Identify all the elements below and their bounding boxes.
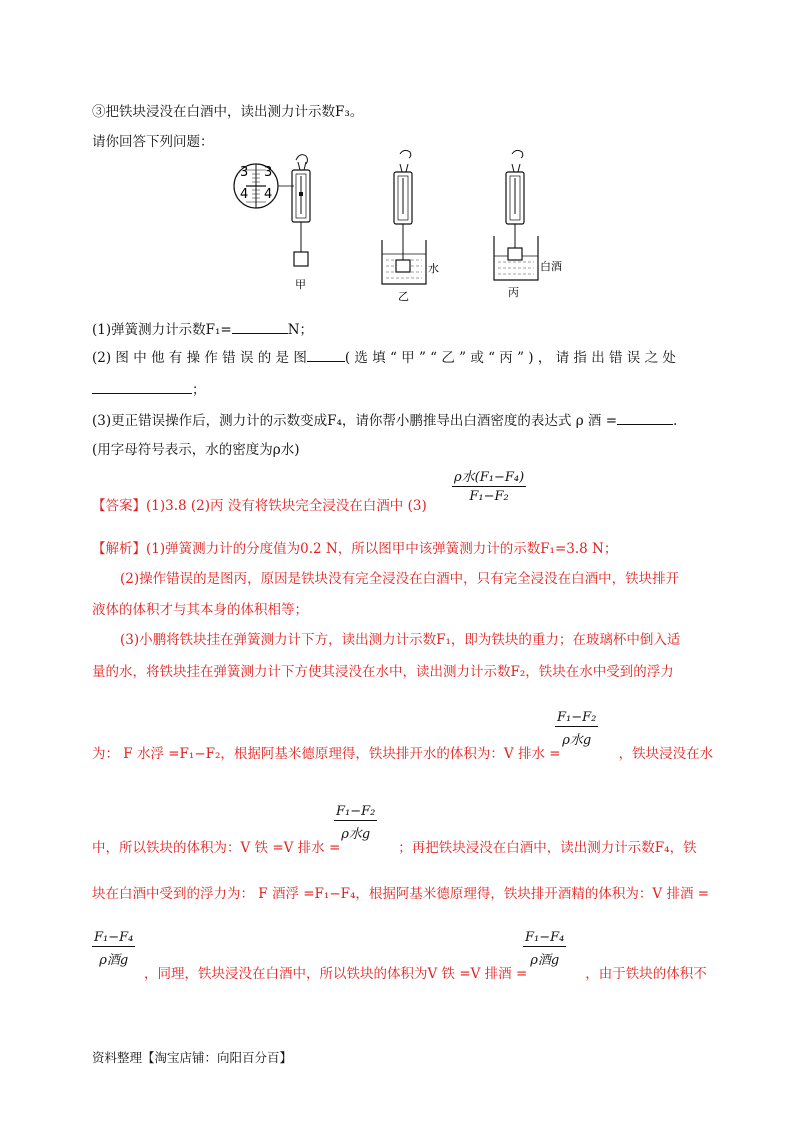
question-3-line1 <box>92 409 677 429</box>
question-2-line1 <box>92 346 676 366</box>
frac-water-1 <box>555 710 598 748</box>
frac-water-2 <box>334 804 377 842</box>
analysis-p2b: 液体的体积才与其本身的体积相等； <box>92 602 308 618</box>
question-3-line2: (用字母符号表示，水的密度为ρ水) <box>92 442 300 458</box>
answer-text: (1)3.8 (2)丙 没有将铁块完全浸没在白酒中 (3) <box>146 498 427 514</box>
analysis-p3c-pre: 为： F 水浮 =F₁−F₂，根据阿基米德原理得，铁块排开水的体积为：V 排水 = <box>92 746 561 762</box>
analysis-p3c-post: ，铁块浸没在水 <box>618 746 714 762</box>
label-wine: 白酒 <box>540 260 562 273</box>
analysis-p3f-post: ，由于铁块的体积不 <box>585 966 707 982</box>
frac-wine-2-num: F₁−F₄ <box>525 930 565 945</box>
analysis-p3c <box>92 742 713 762</box>
answer-frac-den: F₁−F₂ <box>469 489 509 504</box>
frac-water-2-num: F₁−F₂ <box>336 804 376 819</box>
analysis-p1 <box>92 537 617 557</box>
analysis-p3f <box>92 962 707 982</box>
scale-bing <box>494 150 562 299</box>
frac-water-1-den: ρ水g <box>562 733 592 748</box>
scale-yi <box>382 150 439 303</box>
frac-wine-2 <box>523 930 566 968</box>
q2-blank-1[interactable] <box>307 349 345 362</box>
question-1 <box>92 318 313 338</box>
scale-label-3-right: 3 <box>264 165 273 180</box>
analysis-p3d-post: ；再把铁块浸没在白酒中，读出测力计示数F₄，铁 <box>398 840 697 856</box>
scale-label-4: 4 <box>240 187 249 202</box>
step3-text: ③把铁块浸没在白酒中，读出测力计示数F₃。 <box>92 104 364 120</box>
q3-blank[interactable] <box>617 412 673 425</box>
analysis-p3e: 块在白酒中受到的浮力为： F 酒浮 =F₁−F₄，根据阿基米德原理得，铁块排开酒精的体积为：V 排酒 = <box>92 886 710 902</box>
frac-water-1-num: F₁−F₂ <box>557 710 597 725</box>
analysis-p3b: 量的水，将铁块挂在弹簧测力计下方使其浸没在水中，读出测力计示数F₂，铁块在水中受到的浮力 <box>92 664 674 680</box>
q2-line2-post: ； <box>192 382 206 398</box>
answer-frac-num: ρ水(F₁−F₄) <box>452 466 526 487</box>
q1-post: N； <box>287 322 314 338</box>
frac-wine-2-den: ρ酒g <box>530 953 560 968</box>
scale-label-4-right: 4 <box>264 187 273 202</box>
analysis-p2a: (2)操作错误的是图丙，原因是铁块没有完全浸没在白酒中，只有完全浸没在白酒中，铁块排开 <box>120 571 680 587</box>
question-2-line2 <box>92 378 206 398</box>
spring-scale-figure <box>232 148 572 308</box>
q2-line1b: ( 选 填 “ 甲 ” “ 乙 ” 或 “ 丙 ” ) ， 请 指 出 错 误 之 处 <box>344 350 676 366</box>
frac-wine-1-den: ρ酒g <box>99 953 129 968</box>
analysis-tag: 【解析】 <box>92 541 146 557</box>
analysis-p3a: (3)小鹏将铁块挂在弹簧测力计下方，读出测力计示数F₁，即为铁块的重力；在玻璃杯中倒入适 <box>120 632 681 648</box>
q3-post: . <box>673 413 678 429</box>
q2-line1: (2) 图 中 他 有 操 作 错 误 的 是 图 <box>92 350 307 366</box>
label-bing: 丙 <box>508 286 519 299</box>
frac-wine-1 <box>92 930 135 968</box>
analysis-p3d <box>92 836 697 856</box>
prompt-text: 请你回答下列问题： <box>92 134 214 150</box>
frac-wine-1-num: F₁−F₄ <box>94 930 134 945</box>
q1-blank[interactable] <box>232 321 288 334</box>
page-footer: 资料整理【淘宝店铺：向阳百分百】 <box>92 1050 293 1065</box>
analysis-p3d-pre: 中，所以铁块的体积为：V 铁 =V 排水 = <box>92 840 341 856</box>
frac-water-2-den: ρ水g <box>341 827 371 842</box>
label-yi: 乙 <box>398 290 409 303</box>
label-jia: 甲 <box>295 278 306 291</box>
analysis-p3f-mid: ，同理，铁块浸没在白酒中，所以铁块的体积为V 铁 =V 排酒 = <box>144 966 528 982</box>
q2-blank-2[interactable] <box>92 381 192 394</box>
analysis-p1-text: (1)弹簧测力计的分度值为0.2 N，所以图甲中该弹簧测力计的示数F₁=3.8 N； <box>146 541 618 557</box>
q3-pre: (3)更正错误操作后，测力计的示数变成F₄，请你帮小鹏推导出白酒密度的表达式 ρ 酒 = <box>92 413 618 429</box>
scale-jia <box>292 155 310 291</box>
q1-pre: (1)弹簧测力计示数F₁= <box>92 322 232 338</box>
label-water: 水 <box>428 262 439 275</box>
scale-label-3: 3 <box>240 165 249 180</box>
answer-tag: 【答案】 <box>92 498 146 514</box>
answer-line <box>92 494 427 514</box>
answer-fraction <box>452 466 526 504</box>
